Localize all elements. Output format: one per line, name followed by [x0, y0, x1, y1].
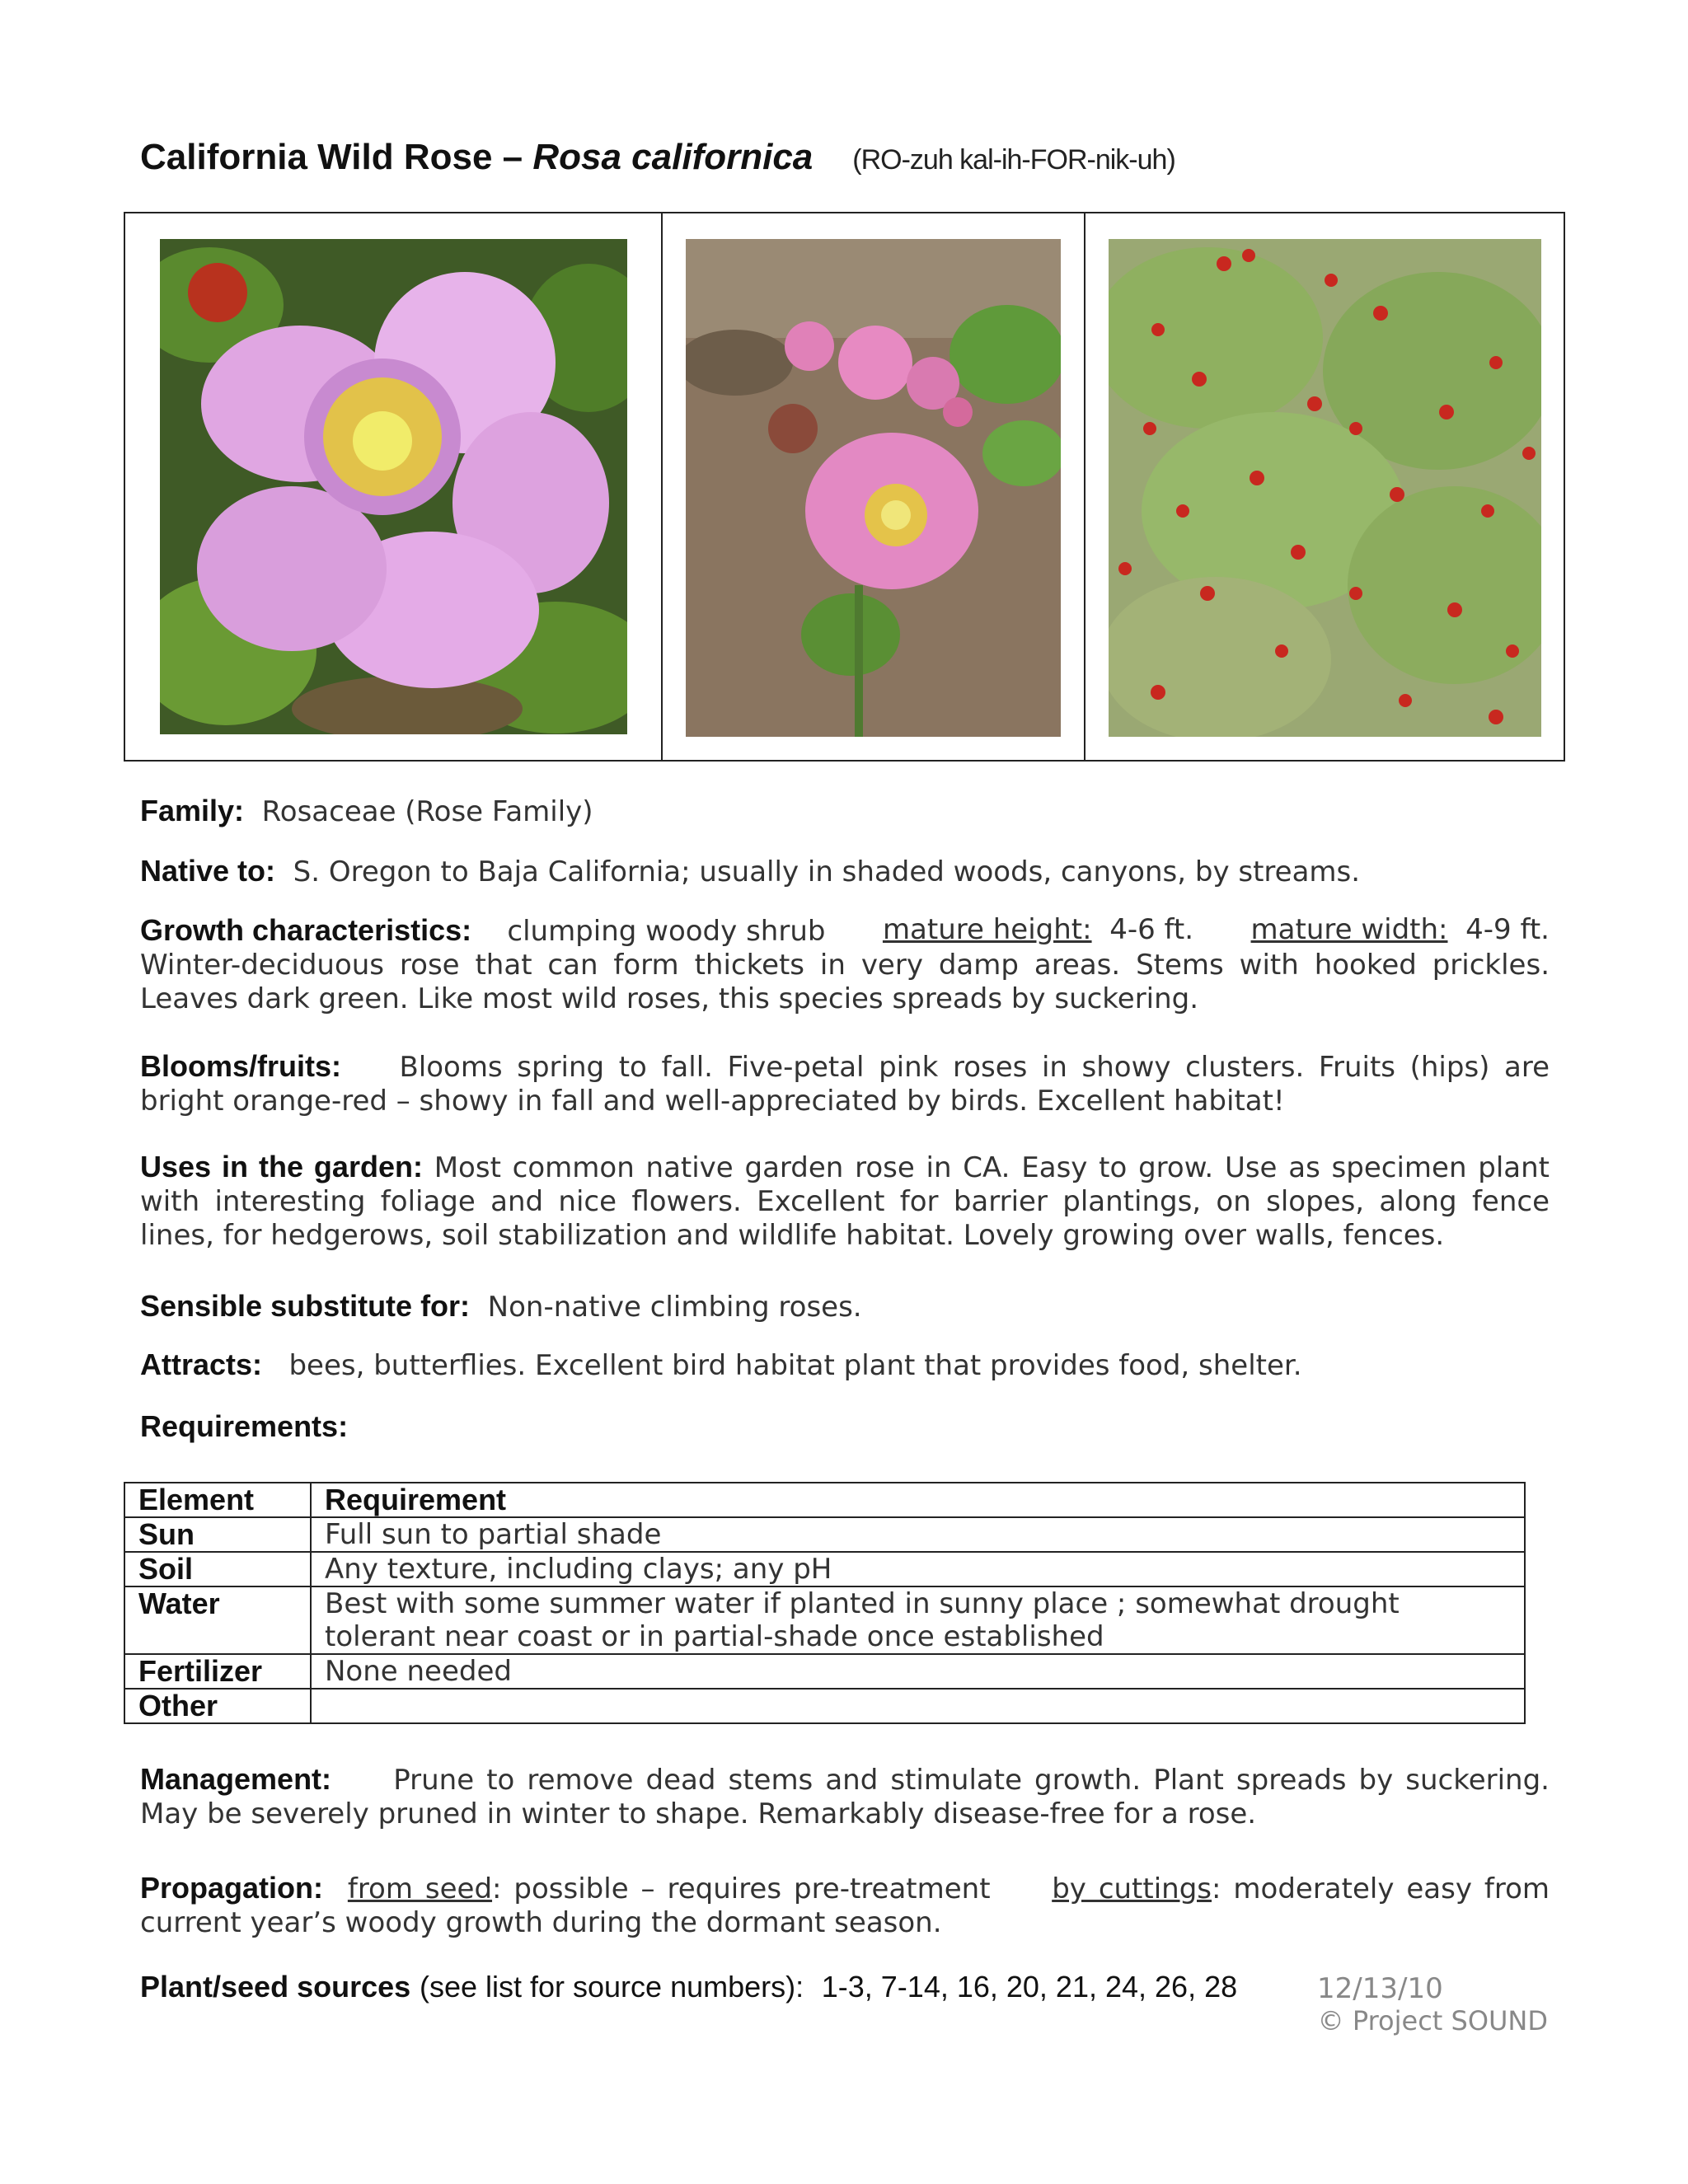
management-label: Management: — [140, 1762, 332, 1796]
sources-label: Plant/seed sources — [140, 1970, 411, 2004]
family-value: Rosaceae (Rose Family) — [261, 795, 593, 828]
element-cell: Sun — [124, 1517, 311, 1552]
table-row — [124, 1586, 1525, 1654]
table-row — [124, 1654, 1525, 1689]
scientific-name: Rosa californica — [532, 137, 814, 177]
page-title — [140, 137, 1175, 178]
rose-cluster-photo — [686, 239, 1061, 737]
native-section — [140, 854, 1550, 889]
growth-section — [140, 913, 1550, 1016]
propagation-section — [140, 1871, 1550, 1940]
rose-flower-photo — [160, 239, 627, 734]
family-label: Family: — [140, 794, 245, 827]
element-cell: Soil — [124, 1552, 311, 1586]
by-cuttings-value: : moderately easy from current year’s woody growth during the dormant season. — [140, 1872, 1550, 1939]
table-row — [124, 1689, 1525, 1723]
growth-label: Growth characteristics: — [140, 913, 472, 947]
from-seed-label: from seed — [347, 1872, 493, 1905]
requirement-cell: None needed — [311, 1654, 1525, 1689]
sources-value: 1-3, 7-14, 16, 20, 21, 24, 26, 28 — [821, 1970, 1238, 2004]
uses-label: Uses in the garden: — [140, 1150, 423, 1183]
header-requirement: Requirement — [311, 1483, 1525, 1517]
native-label: Native to: — [140, 854, 276, 888]
sources-note: (see list for source numbers): — [419, 1970, 804, 2004]
pronunciation: (RO-zuh kal-ih-FOR-nik-uh) — [852, 144, 1175, 176]
requirements-table — [124, 1482, 1526, 1724]
attracts-section — [140, 1347, 1550, 1383]
native-value: S. Oregon to Baja California; usually in shaded woods, canyons, by streams. — [293, 855, 1361, 888]
propagation-label: Propagation: — [140, 1871, 323, 1905]
mature-height-value: 4-6 ft. — [1109, 913, 1194, 946]
substitute-value: Non-native climbing roses. — [487, 1291, 862, 1324]
substitute-label: Sensible substitute for: — [140, 1289, 471, 1323]
blooms-section — [140, 1049, 1550, 1118]
requirement-cell: Full sun to partial shade — [311, 1517, 1525, 1552]
uses-value: Most common native garden rose in CA. Easy to grow. Use as specimen plant with interesting foliage and nice flowers. Excellent for barrier plantings, on slopes, along fence lines, for hedgerows, soil stabilization and wildlife habitat. Lovely growing over walls, fences. — [140, 1151, 1550, 1252]
gallery-divider — [661, 213, 663, 760]
gallery-divider — [1084, 213, 1085, 760]
substitute-section — [140, 1289, 1550, 1324]
photo-gallery — [124, 212, 1565, 762]
blooms-label: Blooms/fruits: — [140, 1049, 342, 1083]
requirement-cell — [311, 1689, 1525, 1723]
by-cuttings-label: by cuttings — [1052, 1872, 1212, 1905]
requirements-label: Requirements: — [140, 1409, 349, 1443]
rose-hips-shrub-photo — [1109, 239, 1541, 737]
element-cell: Water — [124, 1586, 311, 1654]
management-section — [140, 1762, 1550, 1831]
table-row — [124, 1552, 1525, 1586]
copyright: © Project SOUND — [1317, 2005, 1548, 2036]
requirement-cell: Best with some summer water if planted in sunny place ; somewhat drought tolerant near coast or in partial-shade once established — [311, 1586, 1525, 1654]
attracts-label: Attracts: — [140, 1347, 263, 1381]
family-section — [140, 794, 1550, 829]
growth-habit: clumping woody shrub — [507, 915, 826, 948]
common-name: California Wild Rose – — [140, 137, 533, 177]
table-row — [124, 1517, 1525, 1552]
revision-date: 12/13/10 — [1317, 1972, 1443, 2005]
requirements-heading — [140, 1409, 1550, 1445]
attracts-value: bees, butterflies. Excellent bird habitat plant that provides food, shelter. — [288, 1349, 1302, 1382]
from-seed-value: : possible – requires pre-treatment — [492, 1872, 991, 1905]
blooms-value: Blooms spring to fall. Five-petal pink roses in showy clusters. Fruits (hips) are bright orange-red – showy in fall and well-appreciated by birds. Excellent habitat! — [140, 1051, 1550, 1118]
element-cell: Fertilizer — [124, 1654, 311, 1689]
growth-description: Winter-deciduous rose that can form thickets in very damp areas. Stems with hooked prickles. Leaves dark green. Like most wild roses, this species spreads by suckering. — [140, 949, 1550, 1015]
requirement-cell: Any texture, including clays; any pH — [311, 1552, 1525, 1586]
element-cell: Other — [124, 1689, 311, 1723]
mature-width-label: mature width: — [1250, 913, 1448, 946]
table-header-row — [124, 1483, 1525, 1517]
header-element: Element — [124, 1483, 311, 1517]
mature-height-label: mature height: — [882, 913, 1092, 946]
uses-section — [140, 1150, 1550, 1253]
mature-width-value: 4-9 ft. — [1465, 913, 1550, 946]
management-value: Prune to remove dead stems and stimulate growth. Plant spreads by suckering. May be severely pruned in winter to shape. Remarkably disease-free for a rose. — [140, 1764, 1550, 1830]
